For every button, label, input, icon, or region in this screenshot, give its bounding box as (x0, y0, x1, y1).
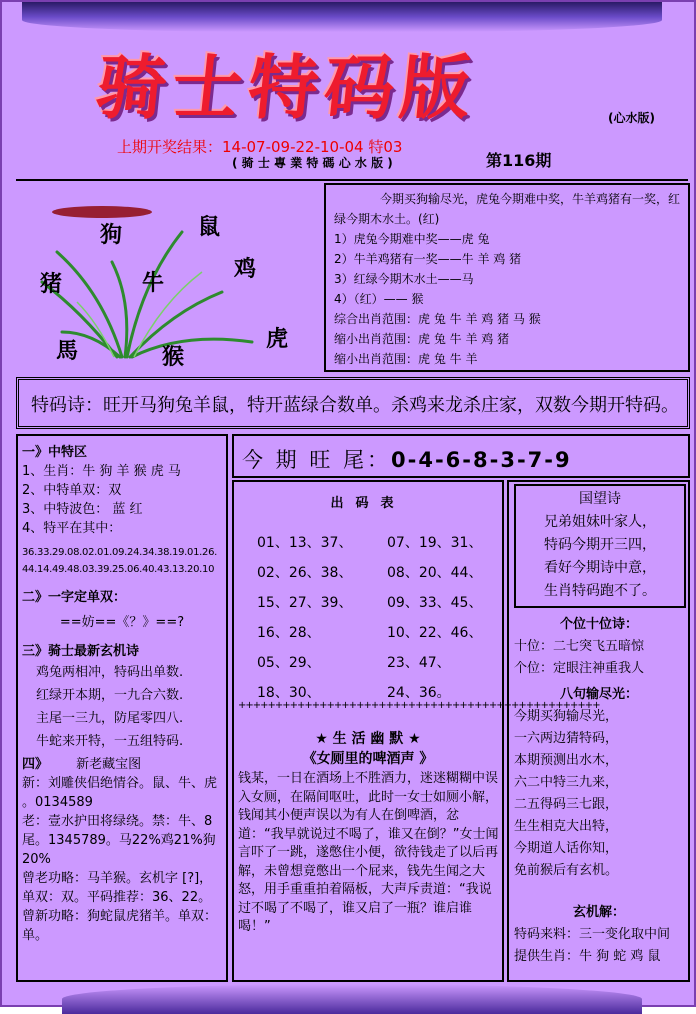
zodiac-monkey: 猴 (162, 344, 185, 370)
list-item: 1、生肖：牛 狗 羊 猴 虎 马 (22, 464, 181, 479)
poem-line: 红绿开本期，一九合六数. (36, 688, 184, 703)
result-numbers: 14-07-09-22-10-04 特03 (222, 138, 403, 156)
mystery-line: 提供生肖：牛 狗 蛇 鸡 鼠 (514, 949, 661, 964)
list-item: 3、中特波色： 蓝 红 (22, 502, 143, 517)
number-cell: 10、22、46、 (387, 625, 483, 641)
zodiac-rooster: 鸡 (234, 256, 257, 282)
poem-line: 牛蛇来开特，一五组特码. (36, 734, 184, 749)
list-item: 2、中特单双：双 (22, 483, 122, 498)
humor-story: 钱某，一日在酒场上不胜酒力，迷迷糊糊中误入女厕，在隔间呕吐，此时一女士如厕小解，钱闻其小便声误以为有人在倒啤酒，忿道：“我早就说过不喝了，谁又在倒？”女士闻言吓了一跳，遂憋住小便，欲待钱走了以后再解，未曾想竟憋出一个屁来，钱先生闻之大怒，用手重重拍着隔板，大声斥责道：“我说过不喝了不喝了，谁又启了一瓶？谁启谁喝！” (238, 771, 499, 934)
treasure-line: 单。 (22, 928, 49, 943)
right-poems (510, 614, 688, 968)
number-cell: 07、19、31、 (387, 535, 483, 551)
zodiac-illustration (22, 192, 322, 372)
digit-poem-line: 十位：二七突飞五暗惊 (514, 639, 645, 654)
section-4-header (22, 755, 222, 774)
treasure-map-title: 新老藏宝图 (76, 757, 142, 772)
number-cell: 01、13、37、 (257, 535, 353, 551)
eight-line: 二五得码三七跟， (514, 797, 619, 812)
section-heading: 二》一字定单双： (22, 590, 127, 605)
page-title: 骑士特码版 (92, 46, 481, 129)
number-cell: 08、20、44、 (387, 565, 483, 581)
digit-poem-heading: 个位十位诗： (559, 617, 638, 632)
star-divider: +++++++++++++++++++++++++++++++++++++++++++++++++ (238, 700, 600, 711)
treasure-line: 。0134589 (22, 795, 93, 810)
prediction-line: 4）（红）—— 猴 (334, 292, 424, 306)
poem-line: 鸡兔两相冲，特码出单数. (36, 665, 184, 680)
special-poem: 特码诗：旺开马狗兔羊鼠，特开蓝绿合数单。杀鸡来龙杀庄家，双数今期开特码。 (16, 377, 690, 429)
lucky-tails (232, 434, 690, 478)
top-decoration (22, 2, 662, 32)
eight-line: 免前猴后有玄机。 (514, 863, 619, 878)
national-poem-box (514, 484, 686, 608)
result-label: 上期开奖结果： (117, 138, 223, 156)
treasure-line: 新：刘雕侠侣绝情谷。鼠、牛、虎 (22, 776, 218, 791)
issue-number: 第116期 (486, 151, 552, 170)
eight-line: 今期买狗输尽光， (514, 709, 619, 724)
eight-line: 六二中特三九来， (514, 775, 619, 790)
number-cell: 09、33、45、 (387, 595, 483, 611)
humor-title: 《女厕里的啤酒声 》 (302, 751, 434, 767)
prediction-line: 3）红绿今期木水土——马 (334, 272, 474, 286)
treasure-line: 单双：双。平码推荐：36、22。 (22, 890, 212, 905)
prediction-line: 综合出肖范围：虎 兔 牛 羊 鸡 猪 马 猴 (334, 312, 541, 326)
number-cell: 24、36。 (387, 685, 451, 701)
zodiac-tiger: 虎 (266, 326, 289, 352)
eight-line-heading: 八句输尽光： (559, 687, 638, 702)
edition-label: (心水版) (608, 111, 655, 125)
poem-line: 兄弟姐妹叶家人， (544, 514, 656, 530)
tails-digits: 0-4-6-8-3-7-9 (391, 448, 572, 472)
number-list: 36.33.29.08.02.01.09.24.34.38.19.01.26. (22, 547, 218, 558)
prediction-line: 1）虎兔今期难中奖——虎 兔 (334, 232, 490, 246)
humor-heading: ★ 生 活 幽 默 ★ (315, 731, 421, 747)
number-table-heading: 出码表 (330, 496, 406, 511)
divider (16, 179, 688, 181)
left-column (16, 434, 228, 982)
mystery-line: 特码来料：三一变化取中间 (514, 927, 671, 942)
prediction-line: 缩小出肖范围：虎 兔 牛 羊 (334, 352, 478, 366)
treasure-line: 曾老功略：马羊猴。玄机字 [?]， (22, 871, 213, 886)
poem-line: 生肖特码跑不了。 (544, 583, 656, 599)
prediction-line: 2）牛羊鸡猪有一奖——牛 羊 鸡 猪 (334, 252, 522, 266)
subtitle: ( 骑 士 專 業 特 碼 心 水 版 ) (232, 156, 393, 170)
poem-line: 特码今期开三四， (544, 537, 656, 553)
zodiac-rat: 鼠 (198, 214, 221, 240)
treasure-line: 尾。1345789。马22%鸡21%狗20% (22, 833, 216, 867)
odd-even-hint: ==妨==《？》==? (59, 615, 185, 630)
eight-line: 本期预测出水木， (514, 753, 619, 768)
treasure-line: 老：壹水护田将绿绕。禁：牛、8 (22, 814, 213, 829)
number-cell: 23、47、 (387, 655, 451, 671)
zodiac-dog: 狗 (100, 222, 123, 248)
bottom-decoration (62, 984, 642, 1014)
prediction-box (324, 183, 690, 372)
digit-poem-line: 个位：定眼注神重我人 (514, 661, 645, 676)
prediction-intro: 今期买狗输尽光，虎兔今期难中奖，牛羊鸡猪有一奖，红绿今期木水土。(红) (334, 192, 681, 226)
eight-line: 一六两边猜特码， (514, 731, 619, 746)
prediction-line: 缩小出肖范围：虎 兔 牛 羊 鸡 猪 (334, 332, 510, 346)
section-heading: 一》中特区 (22, 445, 88, 460)
eight-line: 生生相克大出特， (514, 819, 619, 834)
poem-line: 主尾一三九，防尾零四八. (36, 711, 184, 726)
tails-label: 今 期 旺 尾： (242, 448, 392, 472)
number-cell: 02、26、38、 (257, 565, 353, 581)
poem-title: 国望诗 (579, 491, 621, 507)
number-cell: 16、28、 (257, 625, 321, 641)
number-cell: 18、30、 (257, 685, 321, 701)
number-list: 44.14.49.48.03.39.25.06.40.43.13.20.10 (22, 564, 215, 575)
zodiac-horse: 馬 (56, 338, 79, 364)
zodiac-pig: 猪 (40, 271, 63, 297)
eight-line: 今期道人话你知， (514, 841, 619, 856)
mystery-heading: 玄机解： (572, 905, 625, 920)
number-cell: 05、29、 (257, 655, 321, 671)
section-heading: 四》 (22, 757, 49, 772)
poem-line: 看好今期诗中意， (544, 560, 656, 576)
list-item: 4、特平在其中： (22, 521, 122, 536)
number-cell: 15、27、39、 (257, 595, 353, 611)
zodiac-ox: 牛 (142, 270, 165, 296)
section-heading: 三》骑士最新玄机诗 (22, 644, 140, 659)
treasure-line: 曾新功略：狗蛇鼠虎猪羊。单双： (22, 909, 218, 924)
